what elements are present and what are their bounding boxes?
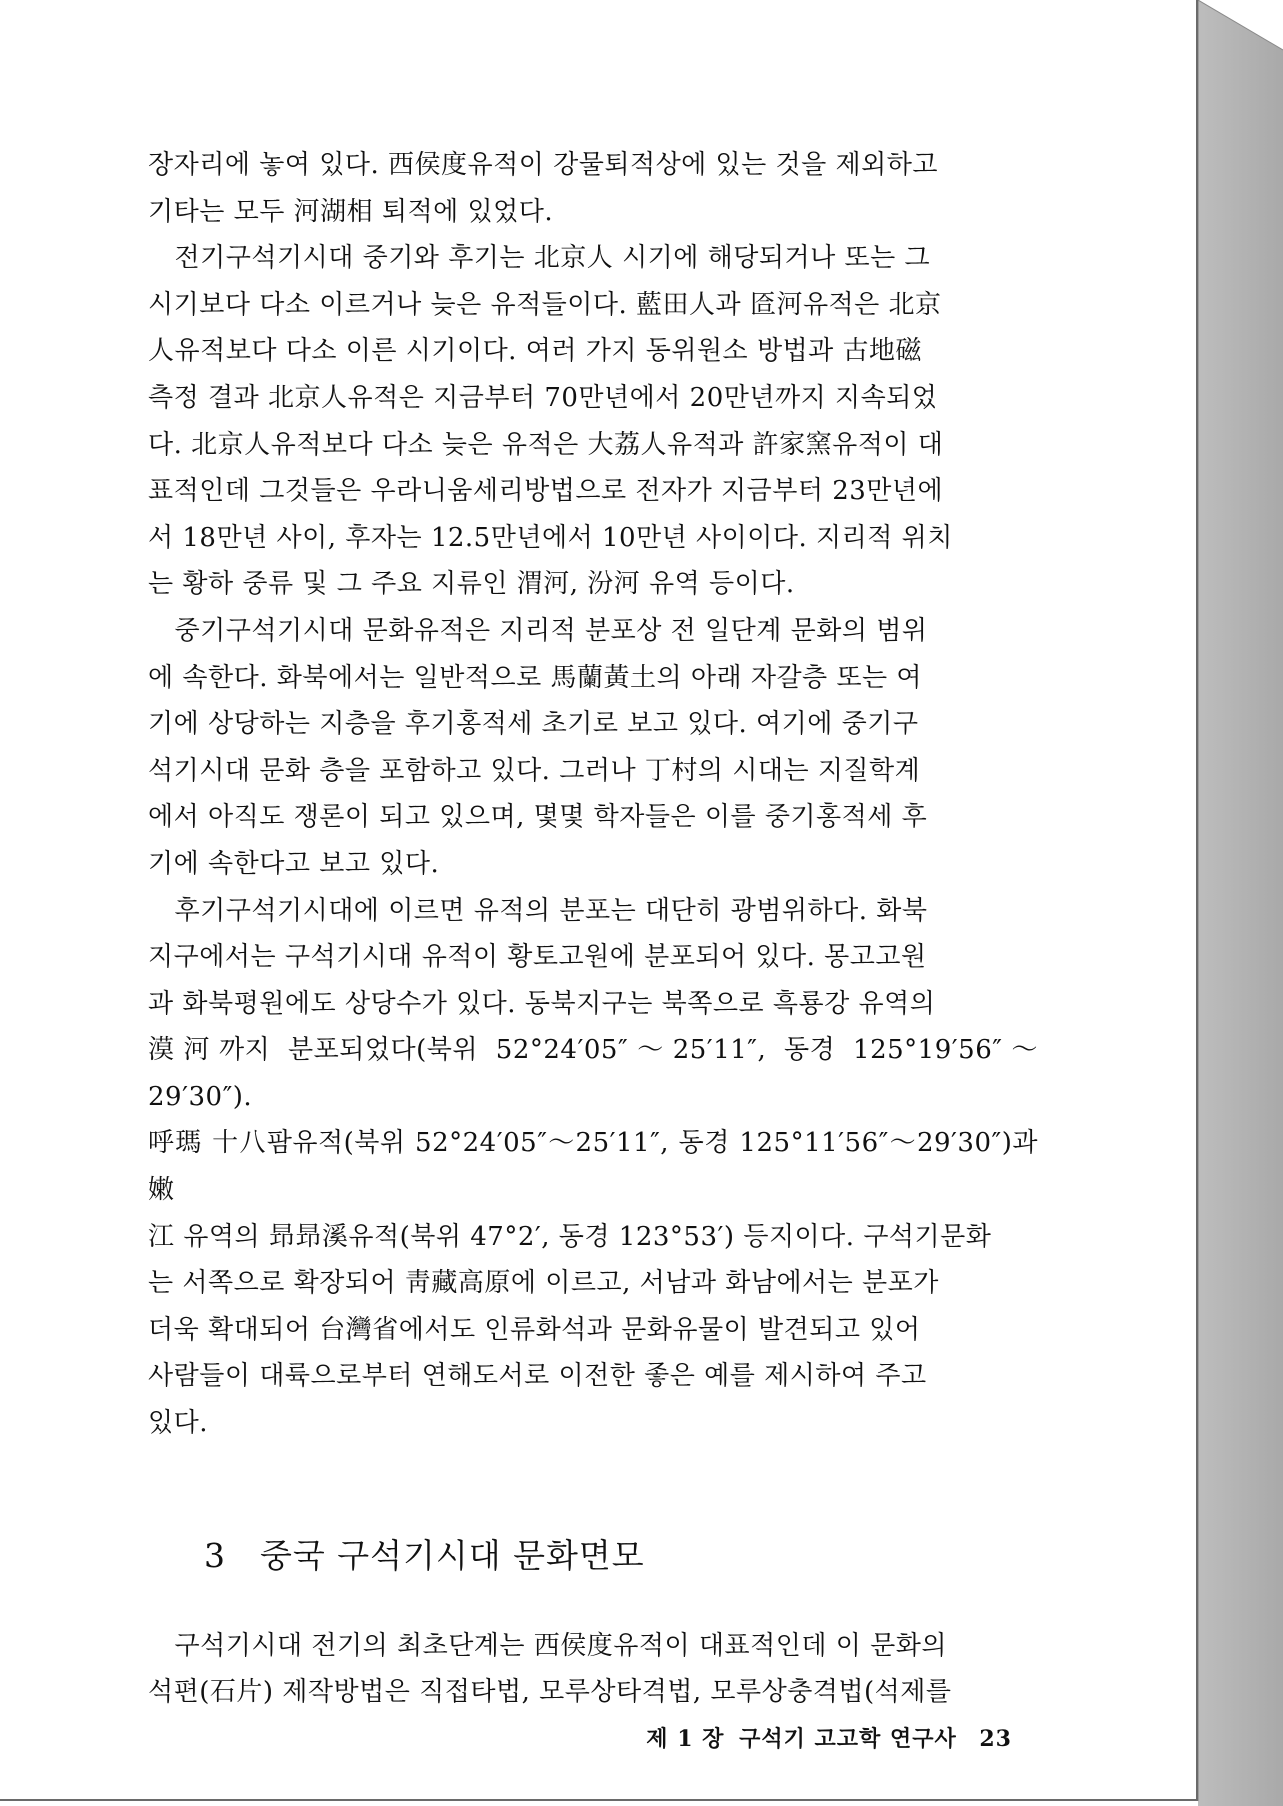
text-line: 과 화북평원에도 상당수가 있다. 동북지구는 북쪽으로 흑룡강 유역의 [148, 988, 936, 1019]
text-line: 지구에서는 구석기시대 유적이 황토고원에 분포되어 있다. 몽고고원 [148, 942, 927, 973]
text-line: 중기구석기시대 문화유적은 지리적 분포상 전 일단계 문화의 범위 [148, 615, 928, 646]
book-edge-svg [1198, 0, 1283, 1806]
text-line: 측정 결과 北京人유적은 지금부터 70만년에서 20만년까지 지속되었 [148, 382, 938, 413]
body-text-top [148, 142, 1038, 1447]
text-line: 는 황하 중류 및 그 주요 지류인 渭河, 汾河 유역 등이다. [148, 569, 795, 600]
book-edge-graphic [1198, 0, 1283, 1806]
text-line: 漠河까지 분포되었다(북위 52°24′05″～25′11″, 동경 125°19′56″～29′30″). [148, 1035, 1038, 1112]
text-line: 다. 北京人유적보다 다소 늦은 유적은 大荔人유적과 許家窯유적이 대 [148, 429, 944, 460]
book-edge-shape [1198, 0, 1283, 1806]
text-line: 후기구석기시대에 이르면 유적의 분포는 대단히 광범위하다. 화북 [148, 895, 928, 926]
text-line: 전기구석기시대 중기와 후기는 北京人 시기에 해당되거나 또는 그 [148, 243, 931, 274]
text-line: 기에 속한다고 보고 있다. [148, 848, 440, 879]
text-line: 있다. [148, 1408, 208, 1439]
text-line: 시기보다 다소 이르거나 늦은 유적들이다. 藍田人과 匼河유적은 北京 [148, 289, 942, 320]
footer-chapter: 제 1 장 [646, 1726, 725, 1752]
text-line: 서 18만년 사이, 후자는 12.5만년에서 10만년 사이이다. 지리적 위치 [148, 522, 953, 553]
text-line: 기타는 모두 河湖相 퇴적에 있었다. [148, 196, 554, 227]
text-line: 더욱 확대되어 台灣省에서도 인류화석과 문화유물이 발견되고 있어 [148, 1314, 921, 1345]
page-number: 23 [979, 1726, 1012, 1752]
text-line: 에 속한다. 화북에서는 일반적으로 馬蘭黃土의 아래 자갈층 또는 여 [148, 662, 923, 693]
section-heading: 3 중국 구석기시대 문화면모 [204, 1535, 645, 1575]
text-line: 석편(石片) 제작방법은 직접타법, 모루상타격법, 모루상충격법(석제를 [148, 1677, 952, 1708]
text-line: 呼瑪 十八팜유적(북위 52°24′05″～25′11″, 동경 125°11′56″～29′30″)과 嫩 [148, 1128, 1038, 1206]
page-content [148, 142, 1038, 1716]
text-line: 기에 상당하는 지층을 후기홍적세 초기로 보고 있다. 여기에 중기구 [148, 709, 919, 740]
footer-title: 구석기 고고학 연구사 [739, 1726, 957, 1752]
text-line: 江 유역의 昻昻溪유적(북위 47°2′, 동경 123°53′) 등지이다. 구석기문화 [148, 1221, 992, 1252]
text-line: 는 서쪽으로 확장되어 靑藏高原에 이르고, 서남과 화남에서는 분포가 [148, 1268, 939, 1299]
text-line: 에서 아직도 쟁론이 되고 있으며, 몇몇 학자들은 이를 중기홍적세 후 [148, 802, 928, 833]
text-line: 석기시대 문화 층을 포함하고 있다. 그러나 丁村의 시대는 지질학계 [148, 755, 921, 786]
text-line: 사람들이 대륙으로부터 연해도서로 이전한 좋은 예를 제시하여 주고 [148, 1361, 927, 1392]
body-text-bottom [148, 1623, 1038, 1716]
running-footer [600, 1724, 1012, 1754]
text-line: 장자리에 놓여 있다. 西侯度유적이 강물퇴적상에 있는 것을 제외하고 [148, 150, 939, 180]
text-line: 표적인데 그것들은 우라니움세리방법으로 전자가 지금부터 23만년에 [148, 476, 944, 507]
text-line: 구석기시대 전기의 최초단계는 西侯度유적이 대표적인데 이 문화의 [148, 1630, 947, 1661]
text-line: 人유적보다 다소 이른 시기이다. 여러 가지 동위원소 방법과 古地磁 [148, 336, 923, 367]
